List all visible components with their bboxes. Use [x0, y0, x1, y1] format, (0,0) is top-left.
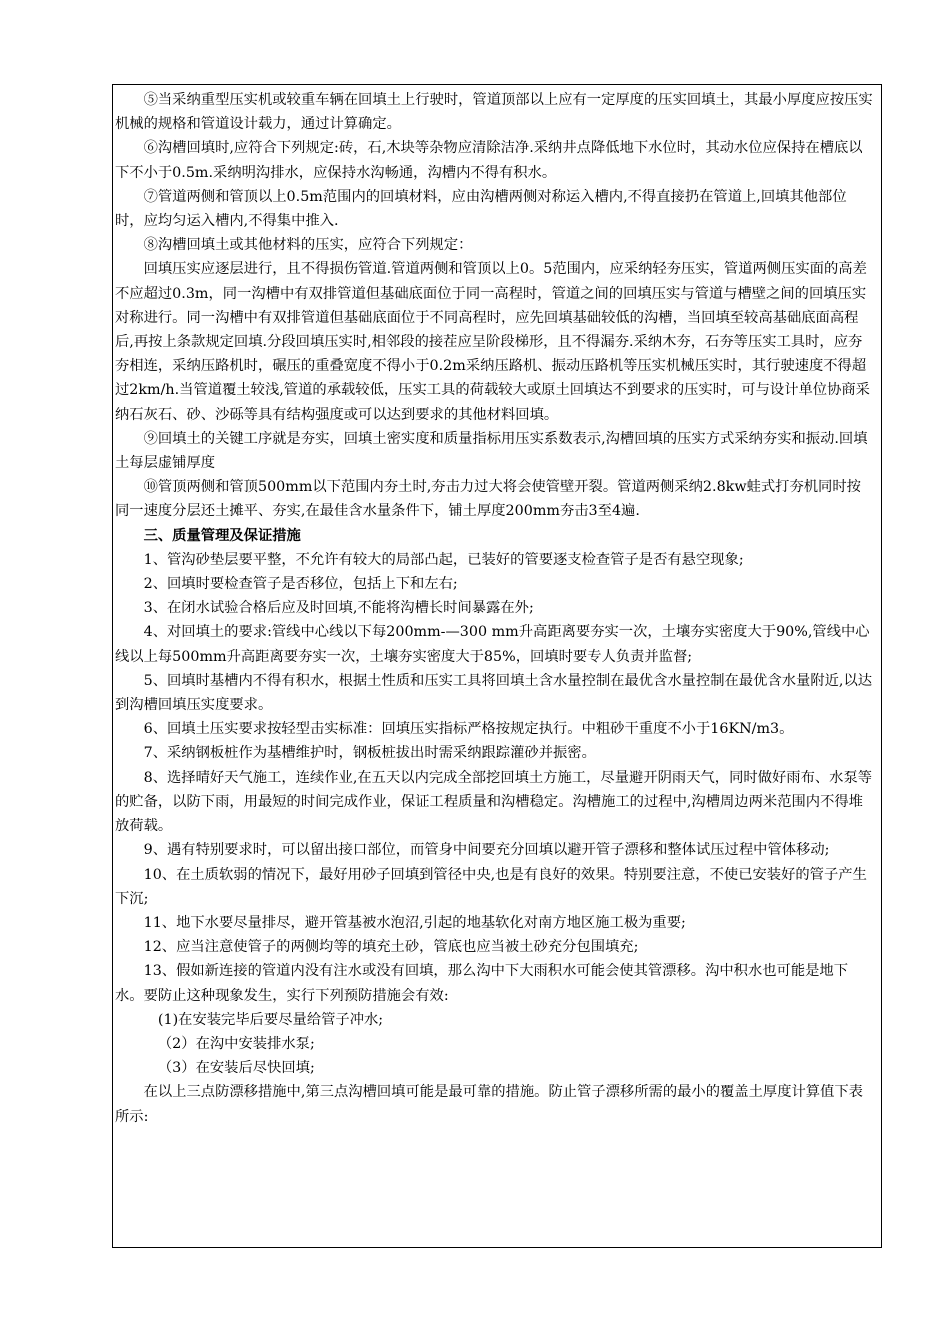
paragraph-compaction-rules: 回填压实应逐层进行，且不得损伤管道.管道两侧和管顶以上0。5范围内，应采纳轻夯压实，管道两侧压实面的高差不应超过0.3m，同一沟槽中有双排管道但基础底面位于同一高程时，管道之间的回填压实与管道与槽壁之间的回填压实对称进行。同一沟槽中有双排管道但基础底面位于不同高程时，应先回填基础较低的沟槽，当回填至较高基础底面高程后,再按上条款规定回填.分段回填压实时,相邻段的接茬应呈阶段梯形，且不得漏夯.采纳木夯，石夯等压实工具时，应夯夯相连，采纳压路机时，碾压的重叠宽度不得小于0.2m采纳压路机、振动压路机等压实机械压实时，其行驶速度不得超过2km/h.当管道覆土较浅,管道的承载较低，压实工具的荷载较大或原土回填达不到要求的压实时，可与设计单位协商采纳石灰石、砂、沙砾等具有结构强度或可以达到要求的其他材料回填。	[115, 261, 870, 423]
measure-7: 7、采纳钢板桩作为基槽维护时，钢板桩拔出时需采纳跟踪灌砂并振密。	[143, 745, 596, 762]
paragraph-item-6: ⑥沟槽回填时,应符合下列规定:砖，石,木块等杂物应清除洁净.采纳井点降低地下水位时，其动水位应保持在槽底以下不小于0.5m.采纳明沟排水，应保持水沟畅通，沟槽内不得有积水。	[115, 140, 863, 181]
measure-6: 6、回填土压实要求按轻型击实标准：回填压实指标严格按规定执行。中粗砂干重度不小于16KN/m3。	[143, 721, 794, 738]
paragraph-conclusion: 在以上三点防漂移措施中,第三点沟槽回填可能是最可靠的措施。防止管子漂移所需的最小的覆盖土厚度计算值下表所示:	[115, 1084, 863, 1125]
paragraph-item-5: ⑤当采纳重型压实机或较重车辆在回填土上行驶时，管道顶部以上应有一定厚度的压实回填土，其最小厚度应按压实机械的规格和管道设计载力，通过计算确定。	[115, 92, 873, 133]
measure-12: 12、应当注意使管子的两侧均等的填充土砂，管底也应当被土砂充分包围填充;	[143, 939, 639, 956]
paragraph-item-9: ⑨回填土的关键工序就是夯实，回填土密实度和质量指标用压实系数表示,沟槽回填的压实方式采纳夯实和振动.回填土每层虚铺厚度	[115, 430, 868, 472]
measure-11: 11、地下水要尽量排尽，避开管基被水泡沼,引起的地基软化对南方地区施工极为重要;	[143, 914, 686, 931]
measure-8: 8、选择晴好天气施工，连续作业,在五天以内完成全部挖回填土方施工，尽量避开阴雨天气，同时做好雨布、水泵等的贮备，以防下雨，用最短的时间完成作业，保证工程质量和沟槽稳定。沟槽施工的过程中,沟槽周边两米范围内不得堆放荷载。	[115, 769, 873, 835]
paragraph-item-7: ⑦管道两侧和管顶以上0.5m范围内的回填材料，应由沟槽两侧对称运入槽内,不得直接扔在管道上,回填其他部位时，应均匀运入槽内,不得集中推入.	[115, 188, 847, 230]
measure-13: 13、假如新连接的管道内没有注水或没有回填，那么沟中下大雨积水可能会使其管漂移。沟中积水也可能是地下水。要防止这种现象发生，实行下列预防措施会有效:	[115, 963, 849, 1004]
sub-measure-2: （2）在沟中安装排水泵;	[157, 1035, 315, 1052]
sub-measure-1: (1)在安装完毕后要尽量给管子冲水;	[157, 1011, 384, 1028]
measure-2: 2、回填时要检查管子是否移位，包括上下和左右;	[143, 576, 458, 593]
measure-10: 10、在土质软弱的情况下，最好用砂子回填到管径中央,也是有良好的效果。特别要注意，不使已安装好的管子产生下沉;	[115, 866, 867, 907]
frame-bottom-border	[112, 1247, 882, 1248]
paragraph-item-10: ⑩管顶两侧和管顶500mm以下范围内夯土时,夯击力过大将会使管壁开裂。管道两侧采纳2.8kw蛙式打夯机同时按同一速度分层还土摊平、夯实,在最佳含水量条件下，铺土厚度200mm夯击3至4遍.	[115, 479, 861, 520]
measure-1: 1、管沟砂垫层要平整，不允许有较大的局部凸起，已装好的管要逐支检查管子是否有悬空现象;	[143, 551, 744, 568]
document-body	[115, 88, 875, 1129]
measure-3: 3、在闭水试验合格后应及时回填,不能将沟槽长时间暴露在外;	[143, 600, 534, 617]
sub-measure-3: （3）在安装后尽快回填;	[157, 1060, 315, 1077]
measure-9: 9、遇有特别要求时，可以留出接口部位，而管身中间要充分回填以避开管子漂移和整体试压过程中管体移动;	[143, 842, 830, 859]
measure-4: 4、对回填土的要求:管线中心线以下每200mm-—300 mm升高距离要夯实一次，土壤夯实密度大于90%,管线中心线以上每500mm升高距离要夯实一次，土壤夯实密度大于85%，回填时要专人负责并监督;	[115, 624, 870, 665]
measure-5: 5、回填时基槽内不得有积水，根据土性质和压实工具将回填土含水量控制在最优含水量控制在最优含水量附近,以达到沟槽回填压实度要求。	[115, 672, 873, 714]
paragraph-item-8: ⑧沟槽回填土或其他材料的压实，应符合下列规定：	[143, 237, 473, 254]
section-heading-quality: 三、质量管理及保证措施	[143, 527, 301, 544]
